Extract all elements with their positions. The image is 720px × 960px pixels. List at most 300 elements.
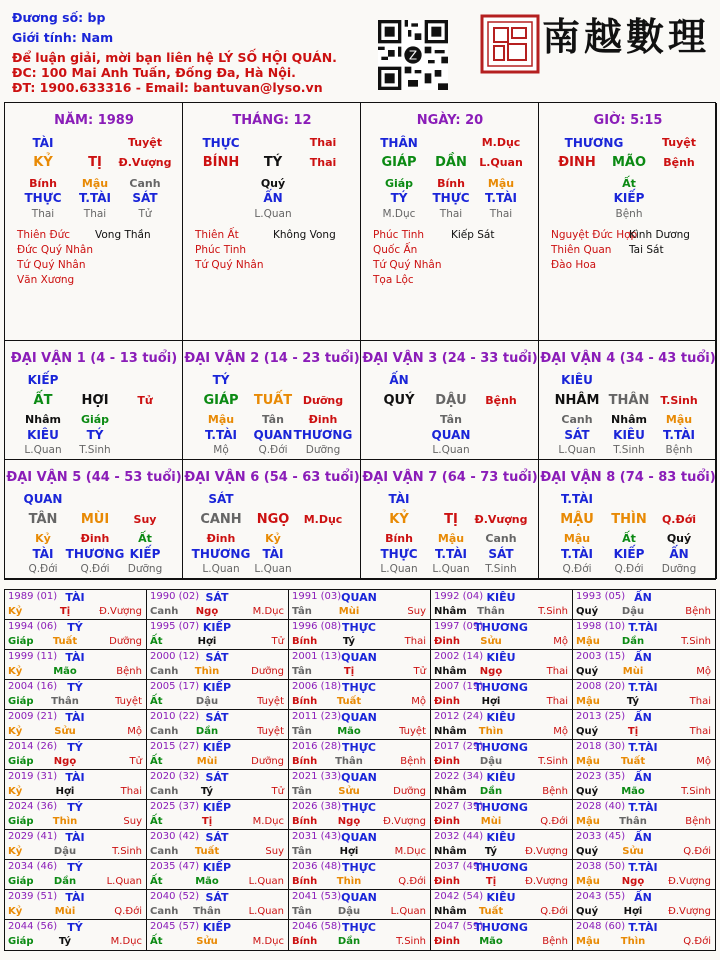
year-cell[interactable] <box>573 920 715 950</box>
hidden-stem: Canh <box>129 177 161 190</box>
year-branch: Dậu <box>195 696 219 707</box>
year-stage: Bệnh <box>542 936 568 947</box>
dai-van-cell <box>5 460 183 579</box>
stage-chi: Bệnh <box>663 156 695 169</box>
dai-van-branch: TỊ <box>444 512 458 527</box>
year-stage: Bệnh <box>685 606 711 617</box>
gender: Giới tính: Nam <box>12 30 114 45</box>
year-stage: L.Quan <box>248 906 284 917</box>
year-ten-god: THỰC <box>342 921 376 934</box>
year-ten-god: QUAN <box>341 711 377 724</box>
year-stem: Giáp <box>8 696 34 707</box>
dai-van-stage: T.Sinh <box>660 394 698 407</box>
year-label: 2033 (45) <box>576 831 626 842</box>
year-ten-god: SÁT <box>205 711 229 724</box>
dai-van-cell <box>539 341 717 460</box>
year-cell[interactable] <box>147 830 289 860</box>
hidden-stage: L.Quan <box>254 208 292 220</box>
dai-van-hidden-stage: Q.Đới <box>258 444 288 456</box>
year-stage: Dưỡng <box>393 786 426 797</box>
year-ten-god: TÝ <box>67 741 83 754</box>
year-ten-god: TÀI <box>65 591 85 604</box>
year-branch: Tuất <box>194 846 220 857</box>
pillar-title: THÁNG: 12 <box>232 113 312 128</box>
year-ten-god: KIẾP <box>202 681 232 694</box>
earthly-branch: TÝ <box>263 155 283 170</box>
year-stage: Mộ <box>696 666 711 677</box>
year-stage: Tử <box>271 636 284 647</box>
year-cell[interactable] <box>289 830 431 860</box>
year-ten-god: TÝ <box>67 681 83 694</box>
year-label: 2023 (35) <box>576 771 626 782</box>
year-ten-god: ẤN <box>634 771 652 784</box>
year-cell[interactable] <box>431 650 573 680</box>
year-stage: Q.Đới <box>683 936 711 947</box>
year-cell[interactable] <box>289 920 431 950</box>
year-ten-god: T.TÀI <box>628 741 658 754</box>
dai-van-hidden-ten-god: TÀI <box>32 547 54 561</box>
dai-van-hidden-ten-god: ẤN <box>669 547 689 561</box>
dai-van-hidden-stage: L.Quan <box>558 444 596 456</box>
star-left: Đức Quý Nhân <box>17 244 93 256</box>
year-stem: Mậu <box>576 696 600 707</box>
year-ten-god: QUAN <box>341 771 377 784</box>
year-stage: Đ.Vượng <box>668 876 711 887</box>
year-label: 2011 (23) <box>292 711 342 722</box>
year-cell[interactable] <box>573 770 715 800</box>
year-label: 2032 (44) <box>434 831 484 842</box>
year-ten-god: KIÊU <box>486 891 516 904</box>
year-label: 2034 (46) <box>8 861 58 872</box>
year-label: 2007 (19) <box>434 681 484 692</box>
year-stage: Q.Đới <box>540 816 568 827</box>
year-label: 2004 (16) <box>8 681 58 692</box>
star-left: Văn Xương <box>17 274 75 286</box>
year-cell[interactable] <box>5 890 147 920</box>
year-cell[interactable] <box>5 830 147 860</box>
dai-van-hidden-ten-god: THƯƠNG <box>65 547 125 561</box>
year-stage: Bệnh <box>116 666 142 677</box>
year-ten-god: KIÊU <box>486 711 516 724</box>
hidden-ten-god: KIẾP <box>613 191 645 205</box>
year-label: 1998 (10) <box>576 621 626 632</box>
hidden-stage: M.Dục <box>382 208 416 220</box>
year-cell[interactable] <box>573 710 715 740</box>
year-stage: Mộ <box>553 726 568 737</box>
year-stem: Quý <box>576 786 599 797</box>
year-stem: Canh <box>150 606 179 617</box>
dai-van-stage: Tử <box>137 394 153 407</box>
svg-text:Z: Z <box>408 48 418 63</box>
year-stage: Tuyệt <box>115 696 142 707</box>
year-label: 2003 (15) <box>576 651 626 662</box>
heavenly-stem: KỶ <box>33 155 53 170</box>
year-branch: Dần <box>53 876 77 887</box>
year-cell[interactable] <box>431 770 573 800</box>
hidden-stage: Tử <box>138 208 152 220</box>
stage-can: Thai <box>309 136 337 149</box>
year-stem: Giáp <box>8 636 34 647</box>
year-stem: Ất <box>150 636 163 647</box>
year-cell[interactable] <box>147 680 289 710</box>
year-ten-god: TÀI <box>65 891 85 904</box>
year-stem: Canh <box>150 666 179 677</box>
year-cell[interactable] <box>431 830 573 860</box>
ten-god-can: TÀI <box>32 136 54 150</box>
hidden-ten-god: THỰC <box>24 191 62 205</box>
year-stage: Q.Đới <box>398 876 426 887</box>
year-branch: Thân <box>335 756 363 767</box>
year-ten-god: QUAN <box>341 651 377 664</box>
year-stage: M.Dục <box>394 846 426 857</box>
year-ten-god: ẤN <box>634 591 652 604</box>
year-branch: Mùi <box>622 666 644 677</box>
year-ten-god: TÀI <box>65 711 85 724</box>
year-stage: Mộ <box>553 636 568 647</box>
year-cell[interactable] <box>147 860 289 890</box>
year-stem: Bính <box>292 756 318 767</box>
year-branch: Mùi <box>338 606 360 617</box>
hidden-ten-god: T.TÀI <box>485 191 517 205</box>
year-stage: Bệnh <box>542 786 568 797</box>
year-stage: Suy <box>265 846 284 857</box>
year-stem: Nhâm <box>434 606 467 617</box>
qr-code-icon[interactable] <box>378 20 448 90</box>
year-branch: Dậu <box>479 756 503 767</box>
year-cell[interactable] <box>573 620 715 650</box>
star-left: Tứ Quý Nhân <box>195 259 264 271</box>
year-cell[interactable] <box>573 860 715 890</box>
year-label: 2041 (53) <box>292 891 342 902</box>
year-cell[interactable] <box>431 710 573 740</box>
year-branch: Tị <box>627 726 639 737</box>
star-left: Quốc Ấn <box>373 244 418 256</box>
hidden-stem: Quý <box>260 177 286 190</box>
year-label: 1999 (11) <box>8 651 58 662</box>
year-ten-god: T.TÀI <box>628 861 658 874</box>
year-cell[interactable] <box>573 740 715 770</box>
dai-van-branch: THÌN <box>611 512 647 527</box>
earthly-branch: TỊ <box>88 155 102 170</box>
dai-van-hidden-stem: Bính <box>385 532 413 545</box>
year-cell[interactable] <box>147 620 289 650</box>
year-branch: Hợi <box>197 636 217 647</box>
dai-van-hidden-ten-god: QUAN <box>253 428 293 442</box>
year-cell[interactable] <box>5 620 147 650</box>
earthly-branch: MÃO <box>611 155 647 170</box>
dai-van-ten-god: TÝ <box>212 373 230 387</box>
year-stem: Ất <box>150 936 163 947</box>
dai-van-branch: NGỌ <box>256 512 290 527</box>
year-stage: Bệnh <box>400 756 426 767</box>
year-ten-god: THƯƠNG <box>474 621 528 634</box>
year-cell[interactable] <box>147 710 289 740</box>
year-stage: Tuyệt <box>257 696 284 707</box>
year-branch: Thân <box>193 906 221 917</box>
year-ten-god: SÁT <box>205 651 229 664</box>
year-stage: Dưỡng <box>251 756 284 767</box>
year-cell[interactable] <box>289 620 431 650</box>
year-stage: T.Sinh <box>681 636 711 647</box>
year-label: 1991 (03) <box>292 591 342 602</box>
dai-van-hidden-stage: Q.Đới <box>562 563 592 575</box>
year-cell[interactable] <box>289 680 431 710</box>
year-stem: Tân <box>292 666 312 677</box>
hidden-stage: Thai <box>489 208 513 220</box>
year-stage: L.Quan <box>106 876 142 887</box>
year-ten-god: KIÊU <box>486 651 516 664</box>
dai-van-hidden-ten-god: KIÊU <box>27 428 59 442</box>
stage-chi: Đ.Vượng <box>118 156 172 169</box>
dai-van-stem: MẬU <box>560 512 594 527</box>
year-stem: Bính <box>292 696 318 707</box>
year-ten-god: THƯƠNG <box>474 861 528 874</box>
dai-van-hidden-stage: L.Quan <box>24 444 62 456</box>
year-stage: T.Sinh <box>396 936 426 947</box>
year-stem: Bính <box>292 816 318 827</box>
year-cell[interactable] <box>147 800 289 830</box>
dai-van-hidden-stage: L.Quan <box>380 563 418 575</box>
year-cell[interactable] <box>573 800 715 830</box>
year-stem: Đinh <box>434 636 461 647</box>
year-cell[interactable] <box>147 650 289 680</box>
year-cell[interactable] <box>431 920 573 950</box>
dai-van-hidden-stem: Kỷ <box>35 532 51 545</box>
year-cell[interactable] <box>289 890 431 920</box>
year-label: 2008 (20) <box>576 681 626 692</box>
year-cell[interactable] <box>5 800 147 830</box>
dai-van-hidden-ten-god: QUAN <box>431 428 471 442</box>
hidden-stage: Thai <box>439 208 463 220</box>
year-ten-god: TÀI <box>65 651 85 664</box>
year-branch: Thìn <box>194 666 220 677</box>
year-stem: Quý <box>576 906 599 917</box>
dai-van-ten-god: ẤN <box>389 373 409 387</box>
year-stem: Bính <box>292 636 318 647</box>
year-cell[interactable] <box>289 590 431 620</box>
ten-god-can: THÂN <box>380 136 418 150</box>
dai-van-stem: CANH <box>200 512 242 527</box>
year-ten-god: KIÊU <box>486 591 516 604</box>
year-cell[interactable] <box>5 710 147 740</box>
year-stem: Quý <box>576 666 599 677</box>
year-cell[interactable] <box>147 890 289 920</box>
earthly-branch: DẦN <box>435 155 467 170</box>
pillar-cell <box>183 103 361 341</box>
year-stage: Mộ <box>127 726 142 737</box>
star-left: Thiên Đức <box>17 229 71 241</box>
year-cell[interactable] <box>573 650 715 680</box>
year-label: 2028 (40) <box>576 801 626 812</box>
year-stage: M.Dục <box>252 936 284 947</box>
hidden-ten-god: SÁT <box>132 191 158 205</box>
year-ten-god: ẤN <box>634 651 652 664</box>
year-cell[interactable] <box>431 800 573 830</box>
year-branch: Hợi <box>481 696 501 707</box>
pillar-cell <box>5 103 183 341</box>
year-cell[interactable] <box>431 740 573 770</box>
year-stem: Đinh <box>434 936 461 947</box>
year-cell[interactable] <box>289 710 431 740</box>
dai-van-hidden-stage: L.Quan <box>202 563 240 575</box>
year-label: 2010 (22) <box>150 711 200 722</box>
year-cell[interactable] <box>573 590 715 620</box>
year-stem: Đinh <box>434 696 461 707</box>
star-right: Tai Sát <box>629 244 664 256</box>
year-ten-god: THƯƠNG <box>474 741 528 754</box>
dai-van-hidden-stem: Mậu <box>563 532 591 545</box>
year-stem: Nhâm <box>434 906 467 917</box>
pillar-title: NĂM: 1989 <box>54 113 134 128</box>
stage-chi: L.Quan <box>479 156 523 169</box>
year-branch: Thân <box>477 606 505 617</box>
year-ten-god: ẤN <box>634 891 652 904</box>
year-stage: Suy <box>123 816 142 827</box>
year-stem: Kỷ <box>8 846 23 857</box>
year-stage: T.Sinh <box>681 786 711 797</box>
year-ten-god: TÝ <box>67 621 83 634</box>
year-branch: Mùi <box>54 906 76 917</box>
year-branch: Tý <box>626 696 640 707</box>
year-label: 2027 (39) <box>434 801 484 812</box>
year-cell[interactable] <box>147 740 289 770</box>
year-label: 2012 (24) <box>434 711 484 722</box>
year-cell[interactable] <box>289 800 431 830</box>
year-cell[interactable] <box>431 890 573 920</box>
dai-van-hidden-stem: Đinh <box>308 413 338 426</box>
year-branch: Dần <box>337 936 361 947</box>
year-cell[interactable] <box>289 740 431 770</box>
year-stage: Tuyệt <box>399 726 426 737</box>
dai-van-hidden-stem: Nhâm <box>611 413 647 426</box>
year-cell[interactable] <box>289 770 431 800</box>
year-cell[interactable] <box>5 920 147 950</box>
year-stem: Nhâm <box>434 666 467 677</box>
year-label: 2009 (21) <box>8 711 58 722</box>
year-stage: Tử <box>271 786 284 797</box>
year-cell[interactable] <box>147 920 289 950</box>
dai-van-hidden-ten-god: T.TÀI <box>663 428 695 442</box>
year-label: 2029 (41) <box>8 831 58 842</box>
dai-van-stage: Bệnh <box>485 394 517 407</box>
year-ten-god: KIẾP <box>202 921 232 934</box>
year-cell[interactable] <box>5 740 147 770</box>
dai-van-hidden-stem: Mậu <box>665 413 693 426</box>
year-cell[interactable] <box>431 620 573 650</box>
dai-van-stage: Suy <box>133 513 157 526</box>
year-branch: Sửu <box>622 846 644 857</box>
year-branch: Tị <box>59 606 71 617</box>
year-cell[interactable] <box>147 590 289 620</box>
dai-van-stage: M.Dục <box>303 513 343 526</box>
dai-van-hidden-stem: Đinh <box>80 532 110 545</box>
year-cell[interactable] <box>431 590 573 620</box>
year-label: 2042 (54) <box>434 891 484 902</box>
year-branch: Dậu <box>337 906 361 917</box>
dai-van-ten-god: QUAN <box>23 492 63 506</box>
dai-van-hidden-stem: Canh <box>485 532 517 545</box>
year-stem: Ất <box>150 696 163 707</box>
year-branch: Thìn <box>478 726 504 737</box>
year-cell[interactable] <box>5 650 147 680</box>
year-cell[interactable] <box>289 650 431 680</box>
year-cell[interactable] <box>431 860 573 890</box>
dai-van-title: ĐẠI VẬN 6 (54 - 63 tuổi) <box>184 470 360 485</box>
dai-van-stage: Dưỡng <box>302 394 344 407</box>
year-stage: Thai <box>689 696 711 707</box>
year-branch: Ngọ <box>337 816 361 827</box>
year-ten-god: THƯƠNG <box>474 801 528 814</box>
year-cell[interactable] <box>5 590 147 620</box>
year-branch: Ngọ <box>53 756 77 767</box>
year-cell[interactable] <box>573 890 715 920</box>
year-cell[interactable] <box>5 770 147 800</box>
year-ten-god: SÁT <box>205 831 229 844</box>
hidden-ten-god: T.TÀI <box>79 191 111 205</box>
star-left: Đào Hoa <box>551 259 597 271</box>
header <box>0 0 720 100</box>
year-label: 2036 (48) <box>292 861 342 872</box>
dai-van-hidden-ten-god: SÁT <box>564 428 590 442</box>
year-stem: Tân <box>292 906 312 917</box>
year-cell[interactable] <box>5 680 147 710</box>
year-label: 2006 (18) <box>292 681 342 692</box>
dai-van-hidden-ten-god: THƯƠNG <box>293 428 353 442</box>
year-branch: Tị <box>201 816 213 827</box>
year-branch: Hợi <box>339 846 359 857</box>
dai-van-branch: TUẤT <box>253 393 293 408</box>
year-cell[interactable] <box>573 680 715 710</box>
star-left: Phúc Tinh <box>195 244 247 256</box>
year-stage: Đ.Vượng <box>668 906 711 917</box>
year-label: 2044 (56) <box>8 921 58 932</box>
year-cell[interactable] <box>289 860 431 890</box>
year-cell[interactable] <box>147 770 289 800</box>
year-ten-god: KIÊU <box>486 771 516 784</box>
year-branch: Thìn <box>336 876 362 887</box>
year-cell[interactable] <box>431 680 573 710</box>
year-branch: Mão <box>479 936 503 947</box>
year-ten-god: SÁT <box>205 891 229 904</box>
pillar-cell <box>361 103 539 341</box>
year-label: 2035 (47) <box>150 861 200 872</box>
dai-van-hidden-stage: Dưỡng <box>661 563 697 575</box>
dai-van-hidden-stem: Đinh <box>206 532 236 545</box>
year-stage: Thai <box>120 786 142 797</box>
year-label: 2022 (34) <box>434 771 484 782</box>
pillar-title: NGÀY: 20 <box>416 113 484 128</box>
dai-van-hidden-stem: Canh <box>561 413 593 426</box>
hidden-stem: Mậu <box>81 177 109 190</box>
year-label: 2013 (25) <box>576 711 626 722</box>
dai-van-hidden-ten-god: SÁT <box>488 547 514 561</box>
year-stage: Dưỡng <box>109 636 142 647</box>
year-ten-god: KIẾP <box>202 621 232 634</box>
dai-van-hidden-stage: T.Sinh <box>79 444 111 456</box>
dai-van-cell <box>361 460 539 579</box>
year-branch: Mùi <box>196 756 218 767</box>
dai-van-ten-god: KIẾP <box>27 373 59 387</box>
year-ten-god: SÁT <box>205 771 229 784</box>
year-stem: Ất <box>150 876 163 887</box>
dai-van-hidden-ten-god: THỰC <box>380 547 418 561</box>
year-cell[interactable] <box>5 860 147 890</box>
year-stem: Quý <box>576 606 599 617</box>
year-stem: Quý <box>576 846 599 857</box>
year-cell[interactable] <box>573 830 715 860</box>
year-stem: Tân <box>292 726 312 737</box>
star-left: Phúc Tinh <box>373 229 425 241</box>
